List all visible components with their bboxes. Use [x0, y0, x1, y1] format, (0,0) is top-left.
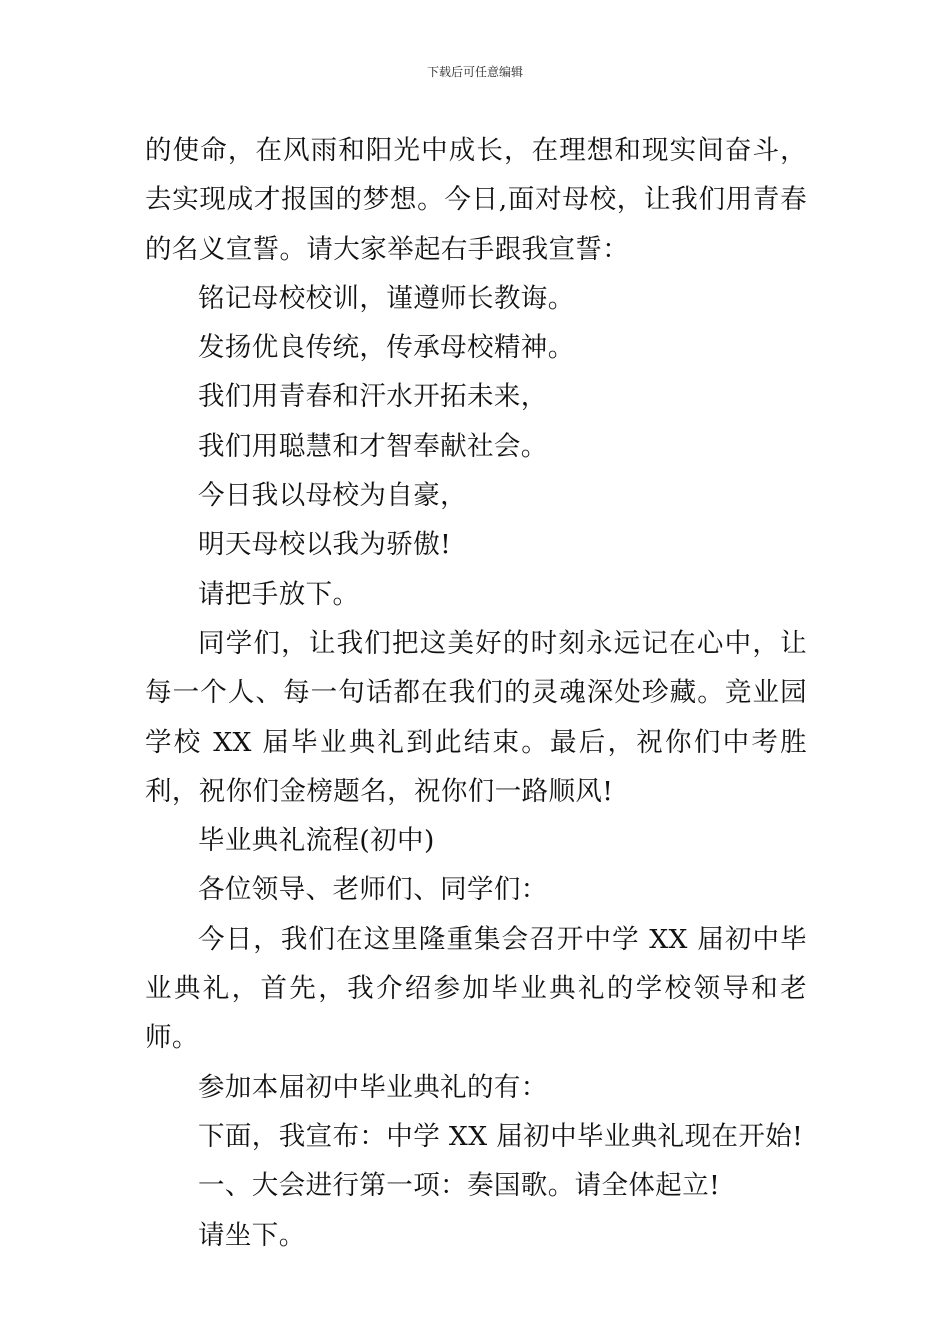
paragraph: 铭记母校校训，谨遵师长教诲。	[198, 282, 575, 314]
document-body	[145, 126, 807, 1260]
paragraph: 明天母校以我为骄傲!	[198, 529, 452, 561]
paragraph: 我们用聪慧和才智奉献社会。	[198, 430, 548, 462]
paragraph: 我们用青春和汗水开拓未来，	[198, 381, 548, 413]
salutation: 各位领导、老师们、同学们：	[198, 874, 548, 906]
paragraph: 同学们，让我们把这美好的时刻永远记在心中，让每一个人、每一句话都在我们的灵魂深处珍藏。竞业园学校 XX 届毕业典礼到此结束。最后，祝你们中考胜利，祝你们金榜题名，祝你们一路顺风!	[145, 627, 807, 807]
paragraph: 一、大会进行第一项：奏国歌。请全体起立!	[198, 1170, 721, 1202]
paragraph: 参加本届初中毕业典礼的有：	[198, 1071, 548, 1103]
page-header-note: 下载后可任意编辑	[426, 65, 523, 79]
paragraph: 下面，我宣布：中学 XX 届初中毕业典礼现在开始!	[198, 1120, 804, 1152]
paragraph: 发扬优良传统，传承母校精神。	[198, 332, 575, 364]
paragraph: 的使命，在风雨和阳光中成长，在理想和现实间奋斗，去实现成才报国的梦想。今日,面对母校，让我们用青春的名义宣誓。请大家举起右手跟我宣誓：	[145, 135, 807, 265]
paragraph: 今日，我们在这里隆重集会召开中学 XX 届初中毕业典礼，首先，我介绍参加毕业典礼的学校领导和老师。	[145, 923, 807, 1054]
section-heading: 毕业典礼流程(初中)	[198, 825, 435, 857]
paragraph: 请把手放下。	[198, 578, 360, 610]
paragraph: 请坐下。	[198, 1219, 306, 1251]
paragraph: 今日我以母校为自豪，	[198, 480, 467, 512]
